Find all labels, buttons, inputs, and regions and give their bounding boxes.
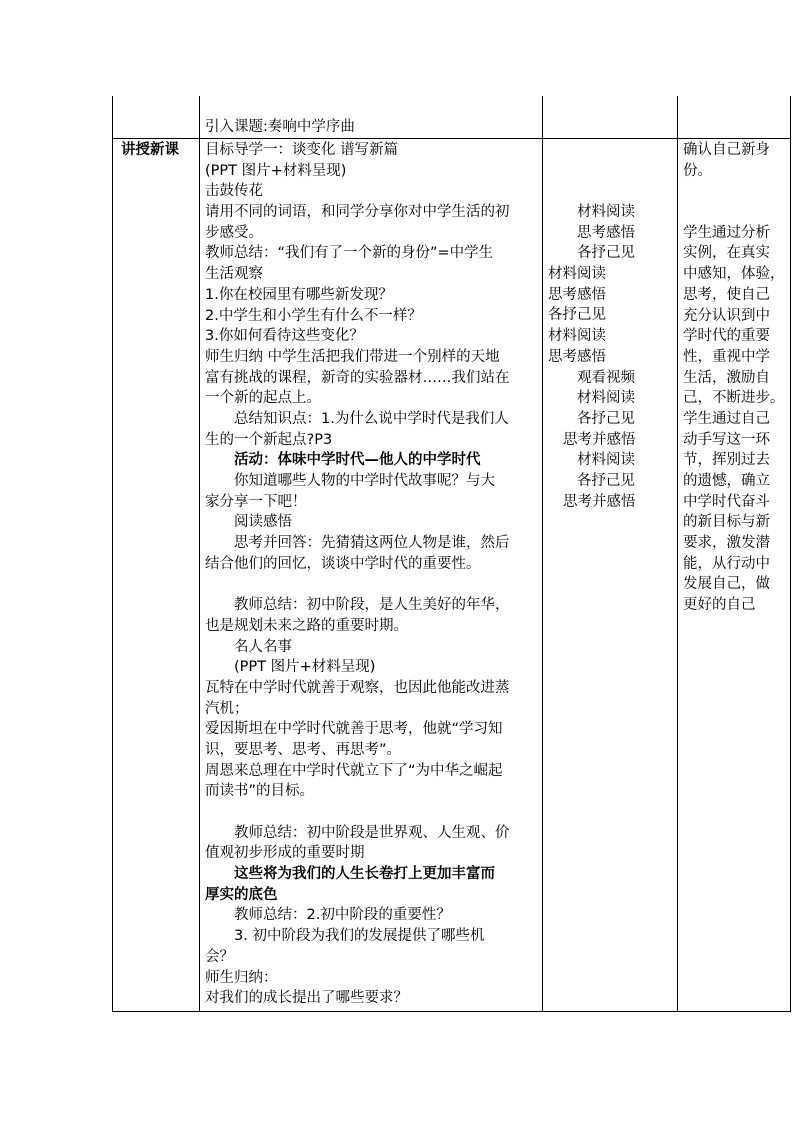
content-line: 名人名事 — [234, 638, 292, 655]
content-line: 汽机； — [205, 700, 249, 717]
activity-line: 观看视频 — [577, 369, 635, 386]
section-label: 讲授新课 — [121, 142, 179, 158]
content-line: 瓦特在中学时代就善于观察，也因此他能改进蒸 — [205, 679, 510, 696]
content-line: 思考并回答：先猜猜这两位人物是谁，然后 — [234, 535, 510, 552]
intent-line: 要求，激发潜 — [683, 535, 770, 552]
content-line: 教师总结：2.初中阶段的重要性？ — [234, 907, 451, 924]
activity-line: 思考感悟 — [548, 286, 606, 303]
student-activity-cell — [548, 202, 674, 512]
table-divider-2 — [542, 96, 543, 1012]
table-border-bottom — [112, 1011, 791, 1012]
activity-line: 各抒己见 — [548, 307, 606, 324]
intent-line: 学时代的重要 — [683, 328, 770, 345]
activity-line: 思考感悟 — [577, 224, 635, 241]
table-divider-3 — [677, 96, 678, 1012]
content-line: 这些将为我们的人生长卷打上更加丰富而 — [234, 866, 495, 883]
content-line: 教师总结：“我们有了一个新的身份”=中学生 — [205, 245, 494, 262]
content-line — [205, 574, 540, 595]
content-line: 3.你如何看待这些变化？ — [205, 328, 364, 345]
table-divider-1 — [199, 96, 200, 1012]
activity-line: 各抒己见 — [577, 410, 635, 427]
intent-line: 中学时代奋斗 — [683, 493, 770, 510]
intent-line: 能，从行动中 — [683, 555, 770, 572]
content-line: 活动：体味中学时代—他人的中学时代 — [234, 452, 481, 469]
intent-line: 的新目标与新 — [683, 514, 770, 531]
intent-line: 性，重视中学 — [683, 348, 770, 365]
content-line: 3. 初中阶段为我们的发展提供了哪些机 — [234, 928, 485, 945]
activity-line: 材料阅读 — [577, 452, 635, 469]
intent-line: 思考，使自己 — [683, 286, 770, 303]
content-line: (PPT 图片+材料呈现) — [205, 162, 347, 179]
activity-line: 材料阅读 — [548, 266, 606, 283]
intent-line: 确认自己新身 — [683, 142, 770, 158]
intent-line: 发展自己，做 — [683, 576, 770, 593]
table-border-right — [790, 96, 791, 1012]
intent-line: 充分认识到中 — [683, 307, 770, 324]
intent-line — [683, 181, 789, 202]
content-line: 值观初步形成的重要时期 — [205, 845, 365, 862]
content-line: 周恩来总理在中学时代就立下了“为中华之崛起 — [205, 762, 503, 779]
content-line: 一个新的起点上。 — [205, 390, 321, 407]
activity-line: 材料阅读 — [577, 204, 635, 220]
content-line: 师生归纳 中学生活把我们带进一个别样的天地 — [205, 348, 500, 365]
content-line: 击鼓传花 — [205, 183, 263, 200]
content-line: 总结知识点：1.为什么说中学时代是我们人 — [234, 410, 509, 427]
activity-line: 各抒己见 — [577, 472, 635, 489]
content-line: 你知道哪些人物的中学时代故事呢？与大 — [234, 473, 495, 489]
content-line: 生的一个新起点?P3 — [205, 431, 333, 448]
content-line: 生活观察 — [205, 266, 263, 283]
activity-line: 思考并感悟 — [563, 493, 636, 510]
content-line: 结合他们的回忆，谈谈中学时代的重要性。 — [205, 555, 481, 572]
content-line: 2.中学生和小学生有什么不一样？ — [205, 307, 422, 324]
content-line: 教师总结：初中阶段，是人生美好的年华， — [234, 597, 510, 614]
content-line: 识，要思考、思考、再思考”。 — [205, 741, 402, 758]
intent-line: 学生通过自己 — [683, 410, 770, 427]
content-line: 富有挑战的课程，新奇的实验器材……我们站在 — [205, 369, 510, 386]
row-divider — [112, 138, 791, 139]
content-line: 阅读感悟 — [234, 514, 292, 531]
content-line: 师生归纳： — [205, 969, 278, 986]
content-line: (PPT 图片+材料呈现) — [234, 659, 376, 676]
activity-line: 各抒己见 — [577, 245, 635, 262]
intent-line: 生活，激励自 — [683, 369, 770, 386]
intent-line: 节，挥别过去 — [683, 452, 770, 469]
activity-line: 思考并感悟 — [563, 431, 636, 448]
intent-line: 中感知，体验， — [683, 266, 785, 283]
content-line: 爱因斯坦在中学时代就善于思考，他就“学习知 — [205, 721, 503, 738]
design-intent-cell — [683, 140, 789, 616]
intent-line: 学生通过分析 — [683, 224, 770, 241]
activity-line: 材料阅读 — [548, 328, 606, 345]
content-line: 也是规划未来之路的重要时期。 — [205, 617, 408, 634]
intent-line: 更好的自己 — [683, 597, 756, 614]
teaching-content-cell — [205, 140, 540, 1009]
content-line: 目标导学一：谈变化 谱写新篇 — [205, 142, 399, 158]
content-line — [205, 802, 540, 823]
content-line: 而读书”的目标。 — [205, 783, 315, 800]
content-line: 家分享一下吧！ — [205, 493, 307, 510]
content-line: 1.你在校园里有哪些新发现？ — [205, 286, 393, 303]
content-line: 教师总结：初中阶段是世界观、人生观、价 — [234, 824, 510, 841]
activity-line: 材料阅读 — [577, 390, 635, 407]
intent-line — [683, 202, 789, 223]
content-line: 会？ — [205, 948, 234, 965]
table-border-left — [112, 96, 113, 1012]
content-line: 步感受。 — [205, 224, 263, 241]
intent-line: 份。 — [683, 162, 712, 179]
intro-topic-text: 引入课题:奏响中学序曲 — [205, 119, 355, 135]
activity-line: 思考感悟 — [548, 348, 606, 365]
intent-line: 己，不断进步。 — [683, 390, 785, 407]
intent-line: 动手写这一环 — [683, 431, 770, 448]
content-line: 厚实的底色 — [205, 886, 278, 903]
content-line: 对我们的成长提出了哪些要求？ — [205, 990, 408, 1007]
intent-line: 实例，在真实 — [683, 245, 770, 262]
intent-line: 的遗憾，确立 — [683, 473, 770, 489]
content-line: 请用不同的词语，和同学分享你对中学生活的初 — [205, 204, 510, 221]
